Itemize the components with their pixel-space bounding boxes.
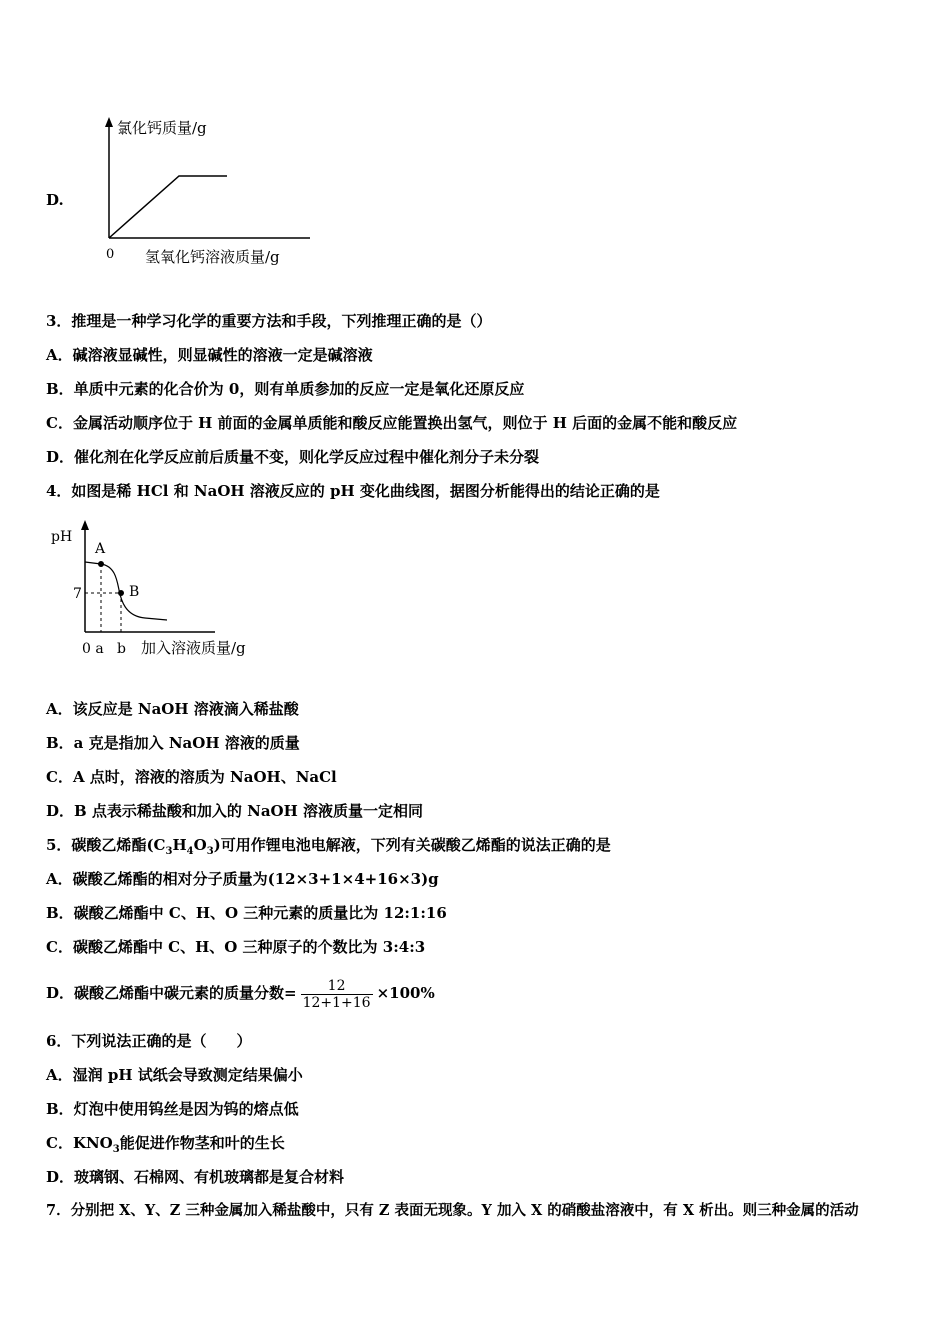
y-axis-label: pH [51,529,73,545]
q3-stem: 3．推理是一种学习化学的重要方法和手段，下列推理正确的是（） [46,312,492,330]
q6-option-a: A．湿润 pH 试纸会导致测定结果偏小 [46,1066,303,1084]
q5-sub-o: 3 [206,846,214,857]
q5-option-b: B．碳酸乙烯酯中 C、H、O 三种元素的质量比为 12:1:16 [46,904,447,922]
x-axis-label: 氢氧化钙溶液质量/g [145,248,280,266]
q7-stem: 7．分别把 X、Y、Z 三种金属加入稀盐酸中，只有 Z 表面无现象。Y 加入 X 的硝酸盐溶液中，有 X 析出。则三种金属的活动 [46,1202,859,1219]
fraction-denominator: 12+1+16 [302,994,371,1011]
x-axis-label: 加入溶液质量/g [141,639,246,657]
q5-h: H [172,836,187,854]
q5-option-a: A．碳酸乙烯酯的相对分子质量为(12×3+1×4+16×3)g [46,870,439,888]
x-ticks-label: 0 a b [82,641,127,657]
tick-7-label: 7 [73,586,82,602]
calcium-chloride-graph [95,112,325,274]
q3-option-a: A．碱溶液显碱性，则显碱性的溶液一定是碱溶液 [46,346,373,364]
y-axis-label: 氯化钙质量/g [117,119,207,137]
q4-option-b: B．a 克是指加入 NaOH 溶液的质量 [46,734,300,752]
q5-stem-post: )可用作锂电池电解液，下列有关碳酸乙烯酯的说法正确的是 [213,836,611,854]
point-b-label: B [129,584,140,600]
q4-stem: 4．如图是稀 HCl 和 NaOH 溶液反应的 pH 变化曲线图，据图分析能得出的结论正确的是 [46,482,660,500]
q5-stem [46,835,611,862]
q6-c-post: 能促进作物茎和叶的生长 [119,1134,285,1152]
q4-option-c: C．A 点时，溶液的溶质为 NaOH、NaCl [46,768,337,786]
q3-option-c: C．金属活动顺序位于 H 前面的金属单质能和酸反应能置换出氢气，则位于 H 后面的金属不能和酸反应 [46,414,738,432]
q5-sub-h: 4 [186,846,194,857]
q4-option-d: D．B 点表示稀盐酸和加入的 NaOH 溶液质量一定相同 [46,802,424,820]
q3-option-d: D．催化剂在化学反应前后质量不变，则化学反应过程中催化剂分子未分裂 [46,448,540,466]
point-a [98,561,104,567]
fraction-numerator: 12 [301,978,373,995]
q6-option-c [46,1133,285,1160]
q5-d-pre: D．碳酸乙烯酯中碳元素的质量分数= [46,984,297,1002]
q6-c-pre: C．KNO [46,1134,113,1152]
q5-option-c: C．碳酸乙烯酯中 C、H、O 三种原子的个数比为 3:4:3 [46,938,426,956]
mass-fraction [301,978,373,1011]
point-a-label: A [95,541,106,557]
q3-option-b: B．单质中元素的化合价为 0，则有单质参加的反应一定是氧化还原反应 [46,380,525,398]
q6-option-d: D．玻璃钢、石棉网、有机玻璃都是复合材料 [46,1168,345,1186]
q5-sub-c: 3 [165,846,173,857]
q5-option-d [46,976,435,1011]
q5-stem-pre: 5．碳酸乙烯酯(C [46,836,166,854]
ph-curve [85,562,167,620]
q4-option-a: A．该反应是 NaOH 溶液滴入稀盐酸 [46,700,299,718]
q6-stem: 6．下列说法正确的是（ ） [46,1032,252,1050]
origin-label: 0 [106,247,115,262]
q5-o: O [193,836,207,854]
data-curve [109,176,227,238]
ph-curve-graph [45,518,275,663]
point-b [118,590,124,596]
q6-option-b: B．灯泡中使用钨丝是因为钨的熔点低 [46,1100,299,1118]
q5-d-post: ×100% [376,984,435,1002]
q6-c-sub: 3 [112,1144,120,1155]
option-d-label: D. [46,191,64,209]
